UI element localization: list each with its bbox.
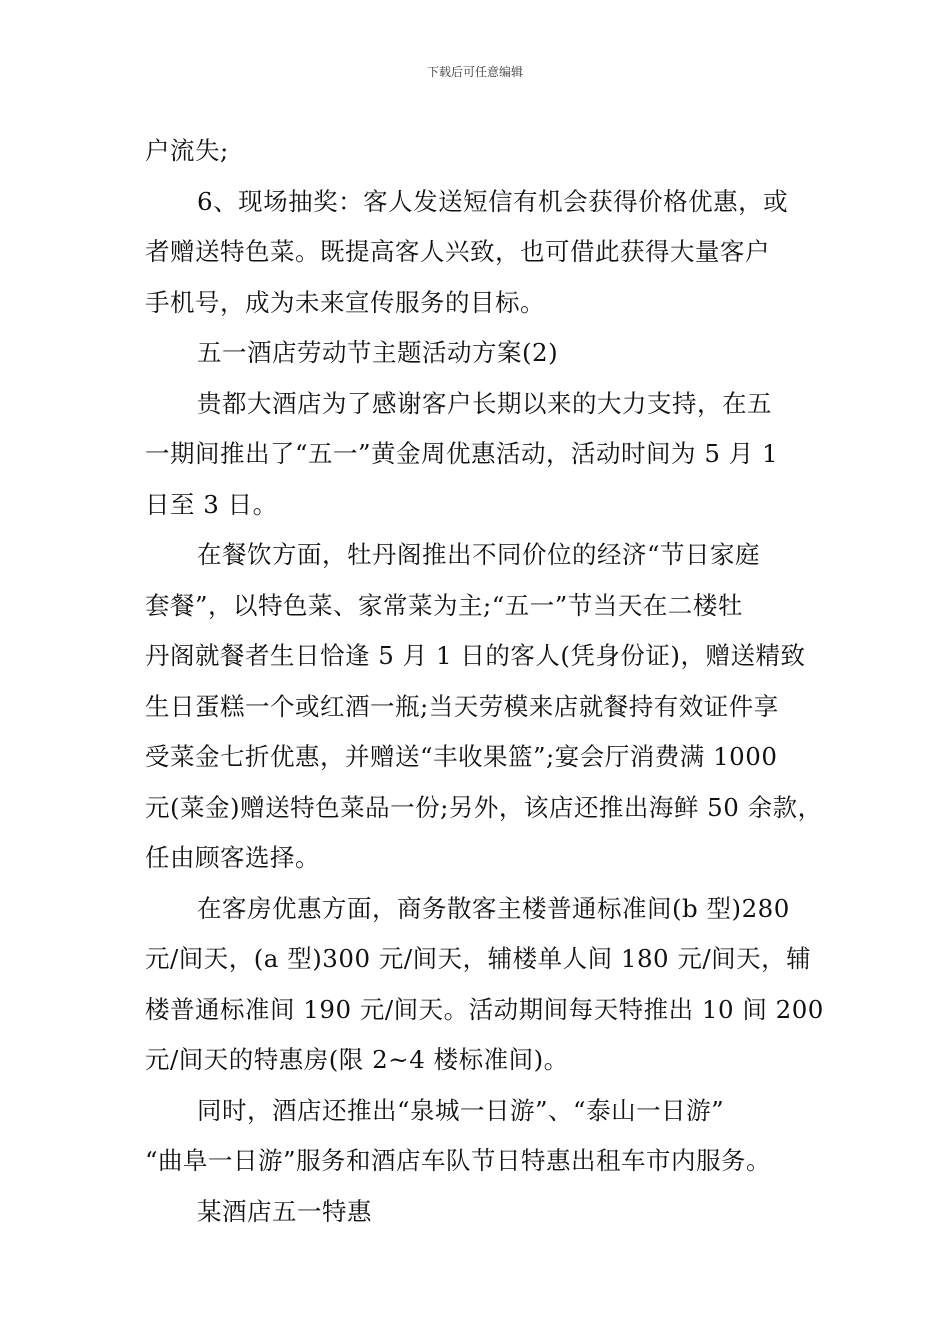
- text-line: 日至 3 日。: [145, 489, 278, 519]
- text-line: 在餐饮方面，牡丹阁推出不同价位的经济“节日家庭: [197, 540, 761, 569]
- document-body: [145, 126, 824, 1237]
- text-line: 户流失;: [145, 136, 229, 165]
- section-heading: 某酒店五一特惠: [197, 1196, 372, 1226]
- text-line: 丹阁就餐者生日恰逢 5 月 1 日的客人(凭身份证)，赠送精致: [145, 641, 806, 670]
- section-heading: 五一酒店劳动节主题活动方案(2): [197, 338, 559, 367]
- text-line: 一期间推出了“五一”黄金周优惠活动，活动时间为 5 月 1: [145, 439, 779, 468]
- text-line: 在客房优惠方面，商务散客主楼普通标准间(b 型)280: [197, 893, 790, 923]
- text-line: 元/间天的特惠房(限 2~4 楼标准间)。: [145, 1045, 569, 1074]
- text-line: 贵都大酒店为了感谢客户长期以来的大力支持，在五: [197, 388, 772, 418]
- text-line: 手机号，成为未来宣传服务的目标。: [145, 287, 545, 317]
- text-line: 元(菜金)赠送特色菜品一份;另外，该店还推出海鲜 50 余款，: [145, 792, 823, 822]
- text-line: 生日蛋糕一个或红酒一瓶;当天劳模来店就餐持有效证件享: [145, 691, 779, 721]
- text-line: 同时，酒店还推出“泉城一日游”、“泰山一日游”: [197, 1095, 725, 1125]
- text-line: 元/间天，(a 型)300 元/间天，辅楼单人间 180 元/间天，辅: [145, 944, 812, 973]
- page-header: 下载后可任意编辑: [426, 65, 523, 79]
- text-line: “曲阜一日游”服务和酒店车队节日特惠出租车市内服务。: [145, 1146, 772, 1175]
- text-line: 任由顾客选择。: [145, 843, 320, 872]
- text-line: 受菜金七折优惠，并赠送“丰收果篮”;宴会厅消费满 1000: [145, 742, 778, 771]
- text-line: 套餐”，以特色菜、家常菜为主;“五一”节当天在二楼牡: [145, 590, 743, 620]
- text-line: 6、现场抽奖：客人发送短信有机会获得价格优惠，或: [197, 186, 789, 216]
- text-line: 者赠送特色菜。既提高客人兴致，也可借此获得大量客户: [145, 237, 770, 266]
- text-line: 楼普通标准间 190 元/间天。活动期间每天特推出 10 间 200: [145, 994, 824, 1024]
